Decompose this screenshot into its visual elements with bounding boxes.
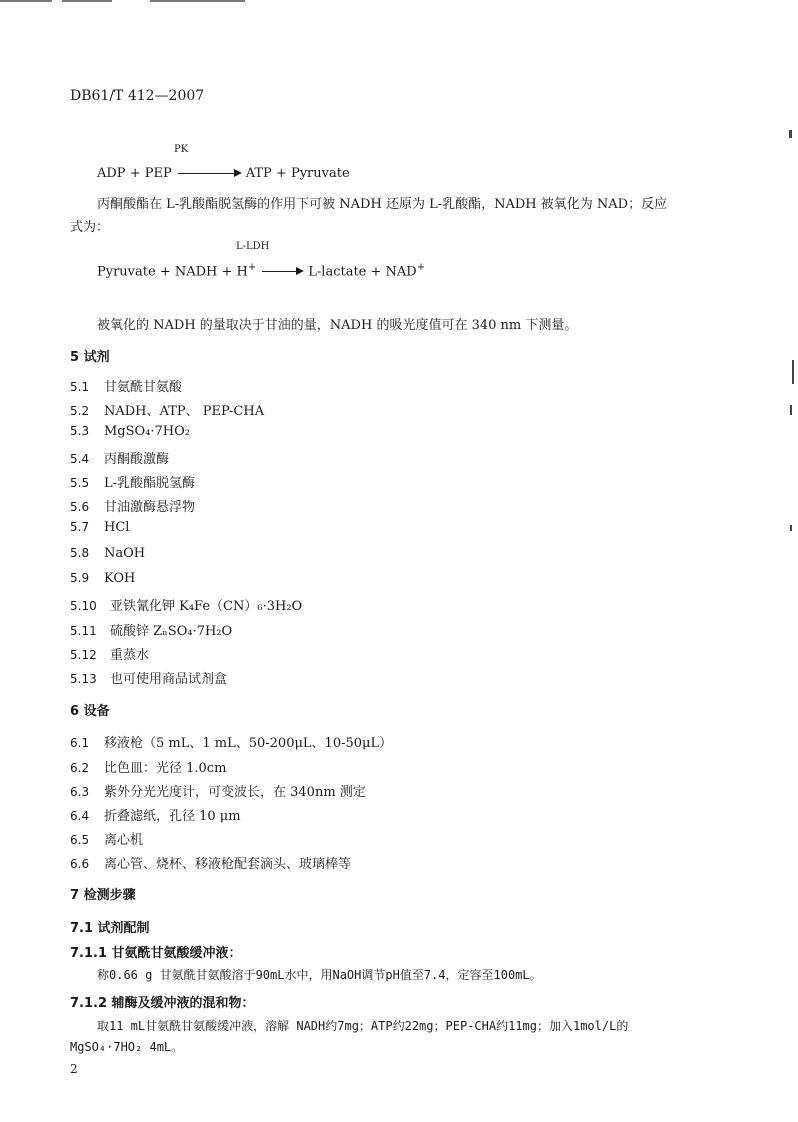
list-item: 5.6 甘油激酶悬浮物: [70, 500, 196, 515]
standard-code: DB61/T 412—2007: [70, 88, 205, 104]
reaction1-left: ADP + PEP: [97, 166, 172, 181]
reaction2-equation: [97, 262, 425, 279]
list-item: 5.12 重蒸水: [70, 648, 150, 663]
reaction2-right: L-lactate + NAD: [308, 264, 417, 280]
page-number: 2: [70, 1062, 78, 1076]
list-item: 5.3 MgSO₄·7HO₂: [70, 424, 191, 439]
list-item: 5.8 NaOH: [70, 546, 146, 561]
subsection-7-1-title: 7.1 试剂配制: [70, 921, 150, 936]
list-item: 6.1 移液枪（5 mL、1 mL、50-200μL、10-50μL）: [70, 736, 393, 751]
scan-speck: [792, 360, 794, 384]
list-item: 5.10 亚铁氰化钾 K₄Fe（CN）₆·3H₂O: [70, 599, 303, 614]
list-item: 5.2 NADH、ATP、 PEP-CHA: [70, 404, 265, 419]
section-5-title: 5 试剂: [70, 350, 110, 365]
list-item: 5.4 丙酮酸激酶: [70, 452, 170, 467]
reaction1-enzyme: PK: [174, 144, 189, 155]
list-item: 5.11 硫酸锌 ZₙSO₄·7H₂O: [70, 624, 233, 639]
reaction2-right-sup: +: [416, 262, 426, 273]
list-item: 5.1 甘氨酰甘氨酸: [70, 380, 183, 395]
reaction-arrow-icon: [262, 271, 302, 272]
subsection-7-1-2-title: 7.1.2 辅酶及缓冲液的混和物：: [70, 996, 255, 1011]
list-item: 6.5 离心机: [70, 833, 144, 848]
list-item: 5.9 KOH: [70, 571, 136, 586]
section-7-title: 7 检测步骤: [70, 888, 136, 903]
list-item: 6.6 离心管、烧杯、移液枪配套滴头、玻璃棒等: [70, 857, 352, 872]
text-7-1-2-line2: MgSO₄·7HO₂ 4mL。: [70, 1040, 184, 1054]
reaction2-left: Pyruvate + NADH + H: [97, 264, 248, 280]
scan-top-line: [150, 0, 245, 2]
reaction-arrow-icon: [178, 173, 240, 174]
list-item: 5.7 HCl: [70, 520, 130, 535]
list-item: 5.13 也可使用商品试剂盒: [70, 672, 228, 687]
scan-top-line: [0, 0, 52, 2]
scan-speck: [790, 525, 792, 531]
para1-line2: 式为：: [70, 220, 110, 235]
para2: 被氧化的 NADH 的量取决于甘油的量，NADH 的吸光度值可在 340 nm 下测量。: [97, 318, 578, 333]
para1-line1: 丙酮酸酯在 L-乳酸酯脱氢酶的作用下可被 NADH 还原为 L-乳酸酯，NADH 被氧化为 NAD；反应: [97, 197, 668, 212]
scan-top-line: [62, 0, 112, 2]
text-7-1-1: 称0.66 g 甘氨酰甘氨酸溶于90mL水中，用NaOH调节pH值至7.4，定容至100mL。: [97, 968, 542, 982]
list-item: 6.3 紫外分光光度计，可变波长，在 340nm 测定: [70, 785, 366, 800]
reaction2-enzyme: L-LDH: [236, 241, 270, 252]
reaction1-equation: [97, 166, 350, 181]
reaction1-right: ATP + Pyruvate: [245, 166, 350, 181]
section-6-title: 6 设备: [70, 704, 110, 719]
scan-speck: [789, 130, 792, 138]
list-item: 6.2 比色皿：光径 1.0cm: [70, 761, 227, 776]
list-item: 5.5 L-乳酸酯脱氢酶: [70, 476, 196, 491]
scan-speck: [790, 405, 792, 415]
reaction2-left-sup: +: [247, 262, 257, 273]
list-item: 6.4 折叠滤纸，孔径 10 μm: [70, 809, 241, 824]
subsection-7-1-1-title: 7.1.1 甘氨酰甘氨酸缓冲液：: [70, 946, 242, 961]
text-7-1-2-line1: 取11 mL甘氨酰甘氨酸缓冲液，溶解 NADH约7mg；ATP约22mg；PEP-CHA约11mg；加入1mol/L的: [97, 1019, 629, 1033]
